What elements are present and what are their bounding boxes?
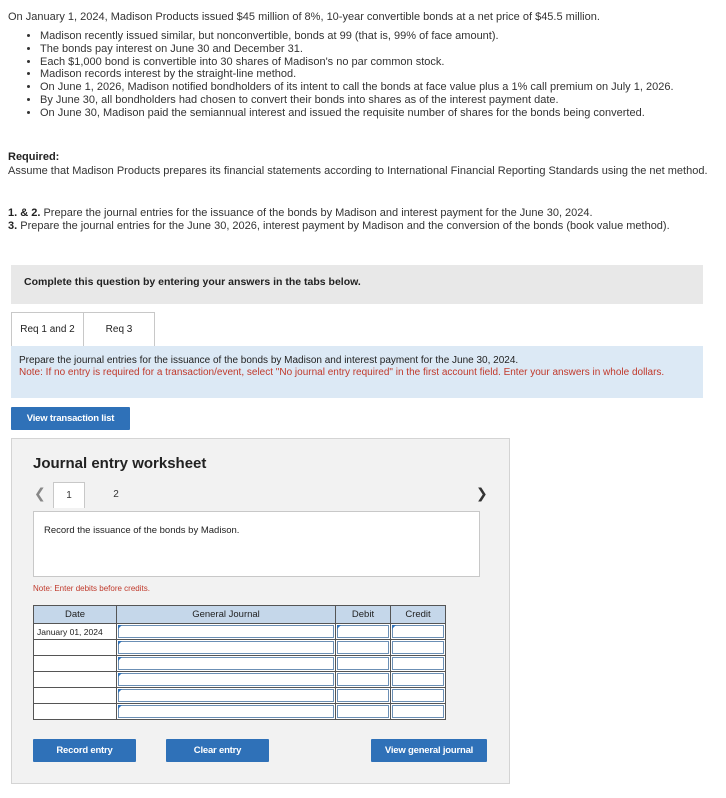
debit-cell[interactable] xyxy=(336,624,391,640)
debit-input[interactable] xyxy=(337,705,389,718)
credit-cell[interactable] xyxy=(391,640,446,656)
debit-column-header: Debit xyxy=(336,606,391,624)
table-row xyxy=(34,704,446,720)
record-entry-button[interactable]: Record entry xyxy=(33,739,136,762)
clear-entry-button[interactable]: Clear entry xyxy=(166,739,269,762)
fact-item: • Madison records interest by the straight-line method. xyxy=(40,68,720,81)
account-input[interactable] xyxy=(118,705,334,718)
chevron-right-icon[interactable]: ❯ xyxy=(476,485,488,501)
debit-cell[interactable] xyxy=(336,672,391,688)
part-3-text: Prepare the journal entries for the June 30, 2026, interest payment by Madison and the conversion of the bonds (book value method). xyxy=(20,220,670,232)
required-heading: Required: xyxy=(8,151,60,163)
account-cell[interactable] xyxy=(117,624,336,640)
date-cell xyxy=(34,640,117,656)
account-cell[interactable] xyxy=(117,640,336,656)
tab-req-1-and-2[interactable]: Req 1 and 2 xyxy=(11,312,84,347)
credit-input[interactable] xyxy=(392,641,444,654)
instructions-text: Prepare the journal entries for the issuance of the bonds by Madison and interest payment for the June 30, 2024. xyxy=(19,355,519,366)
required-text: Assume that Madison Products prepares its financial statements according to International Financial Reporting Standards using the net method. xyxy=(8,165,708,177)
debit-cell[interactable] xyxy=(336,704,391,720)
journal-header-row xyxy=(34,606,446,624)
credit-column-header: Credit xyxy=(391,606,446,624)
credit-cell[interactable] xyxy=(391,624,446,640)
facts-list xyxy=(8,30,720,120)
credit-cell[interactable] xyxy=(391,688,446,704)
fact-item: • Each $1,000 bond is convertible into 30 shares of Madison's no par common stock. xyxy=(40,56,720,69)
debit-input[interactable] xyxy=(337,689,389,702)
date-column-header: Date xyxy=(34,606,117,624)
debit-input[interactable] xyxy=(337,673,389,686)
date-cell: January 01, 2024 xyxy=(34,624,117,640)
worksheet-page-2[interactable]: 2 xyxy=(113,489,119,500)
dropdown-marker-icon xyxy=(118,625,122,629)
entry-instruction-box xyxy=(33,511,480,577)
credit-input[interactable] xyxy=(392,705,444,718)
fact-item: • The bonds pay interest on June 30 and December 31. xyxy=(40,43,720,56)
credit-cell[interactable] xyxy=(391,704,446,720)
worksheet-title: Journal entry worksheet xyxy=(33,455,207,472)
date-cell xyxy=(34,672,117,688)
part-1-2 xyxy=(8,207,720,220)
dropdown-marker-icon xyxy=(118,673,122,677)
requirement-parts xyxy=(8,207,720,233)
fact-item: • By June 30, all bondholders had chosen to convert their bonds into shares as of the interest payment date. xyxy=(40,94,720,107)
dropdown-marker-icon xyxy=(118,657,122,661)
fact-item: • Madison recently issued similar, but nonconvertible, bonds at 99 (that is, 99% of face amount). xyxy=(40,30,720,43)
debit-input[interactable] xyxy=(337,657,389,670)
entry-instruction: Record the issuance of the bonds by Madison. xyxy=(44,525,240,536)
debit-cell[interactable] xyxy=(336,656,391,672)
table-row xyxy=(34,624,446,640)
part-3-number: 3. xyxy=(8,220,18,232)
dropdown-marker-icon xyxy=(392,625,396,629)
date-cell xyxy=(34,688,117,704)
general-journal-column-header: General Journal xyxy=(117,606,336,624)
dropdown-marker-icon xyxy=(118,689,122,693)
credit-input[interactable] xyxy=(392,689,444,702)
table-row xyxy=(34,640,446,656)
debit-cell[interactable] xyxy=(336,640,391,656)
intro-text: On January 1, 2024, Madison Products issued $45 million of 8%, 10-year convertible bonds at a net price of $45.5 million. xyxy=(8,11,600,23)
credit-input[interactable] xyxy=(392,657,444,670)
date-cell xyxy=(34,704,117,720)
account-input[interactable] xyxy=(118,641,334,654)
account-input[interactable] xyxy=(118,673,334,686)
view-general-journal-button[interactable]: View general journal xyxy=(371,739,487,762)
problem-intro xyxy=(8,10,720,120)
complete-question-bar xyxy=(11,265,703,304)
table-row xyxy=(34,656,446,672)
chevron-left-icon[interactable]: ❮ xyxy=(34,485,46,501)
journal-entry-worksheet xyxy=(11,438,510,784)
complete-question-text: Complete this question by entering your answers in the tabs below. xyxy=(24,276,361,288)
dropdown-marker-icon xyxy=(118,705,122,709)
instructions-note: Note: If no entry is required for a transaction/event, select "No journal entry required" in the first account field. Enter your answers in whole dollars. xyxy=(19,367,665,378)
credit-input[interactable] xyxy=(392,625,444,638)
account-input[interactable] xyxy=(118,689,334,702)
fact-item: • On June 1, 2026, Madison notified bondholders of its intent to call the bonds at face value plus a 1% call premium on July 1, 2026. xyxy=(40,81,720,94)
view-transaction-list-button[interactable]: View transaction list xyxy=(11,407,130,430)
fact-item: • On June 30, Madison paid the semiannual interest and issued the requisite number of shares for the bonds being converted. xyxy=(40,107,720,120)
instructions-box xyxy=(11,346,703,398)
dropdown-marker-icon xyxy=(118,641,122,645)
worksheet-page-1[interactable]: 1 xyxy=(53,482,85,508)
account-input[interactable] xyxy=(118,657,334,670)
journal-table xyxy=(33,605,446,720)
debit-input[interactable] xyxy=(337,625,389,638)
part-1-2-text: Prepare the journal entries for the issuance of the bonds by Madison and interest payment for the June 30, 2024. xyxy=(43,207,593,219)
debit-input[interactable] xyxy=(337,641,389,654)
table-row xyxy=(34,688,446,704)
debit-cell[interactable] xyxy=(336,688,391,704)
part-3 xyxy=(8,220,720,233)
dropdown-marker-icon xyxy=(337,625,341,629)
credit-cell[interactable] xyxy=(391,672,446,688)
debits-note: Note: Enter debits before credits. xyxy=(33,584,150,593)
part-1-2-number: 1. & 2. xyxy=(8,207,41,219)
account-cell[interactable] xyxy=(117,688,336,704)
credit-cell[interactable] xyxy=(391,656,446,672)
date-cell xyxy=(34,656,117,672)
credit-input[interactable] xyxy=(392,673,444,686)
table-row xyxy=(34,672,446,688)
account-input[interactable] xyxy=(118,625,334,638)
account-cell[interactable] xyxy=(117,656,336,672)
account-cell[interactable] xyxy=(117,672,336,688)
tab-req-3[interactable]: Req 3 xyxy=(83,312,155,347)
account-cell[interactable] xyxy=(117,704,336,720)
